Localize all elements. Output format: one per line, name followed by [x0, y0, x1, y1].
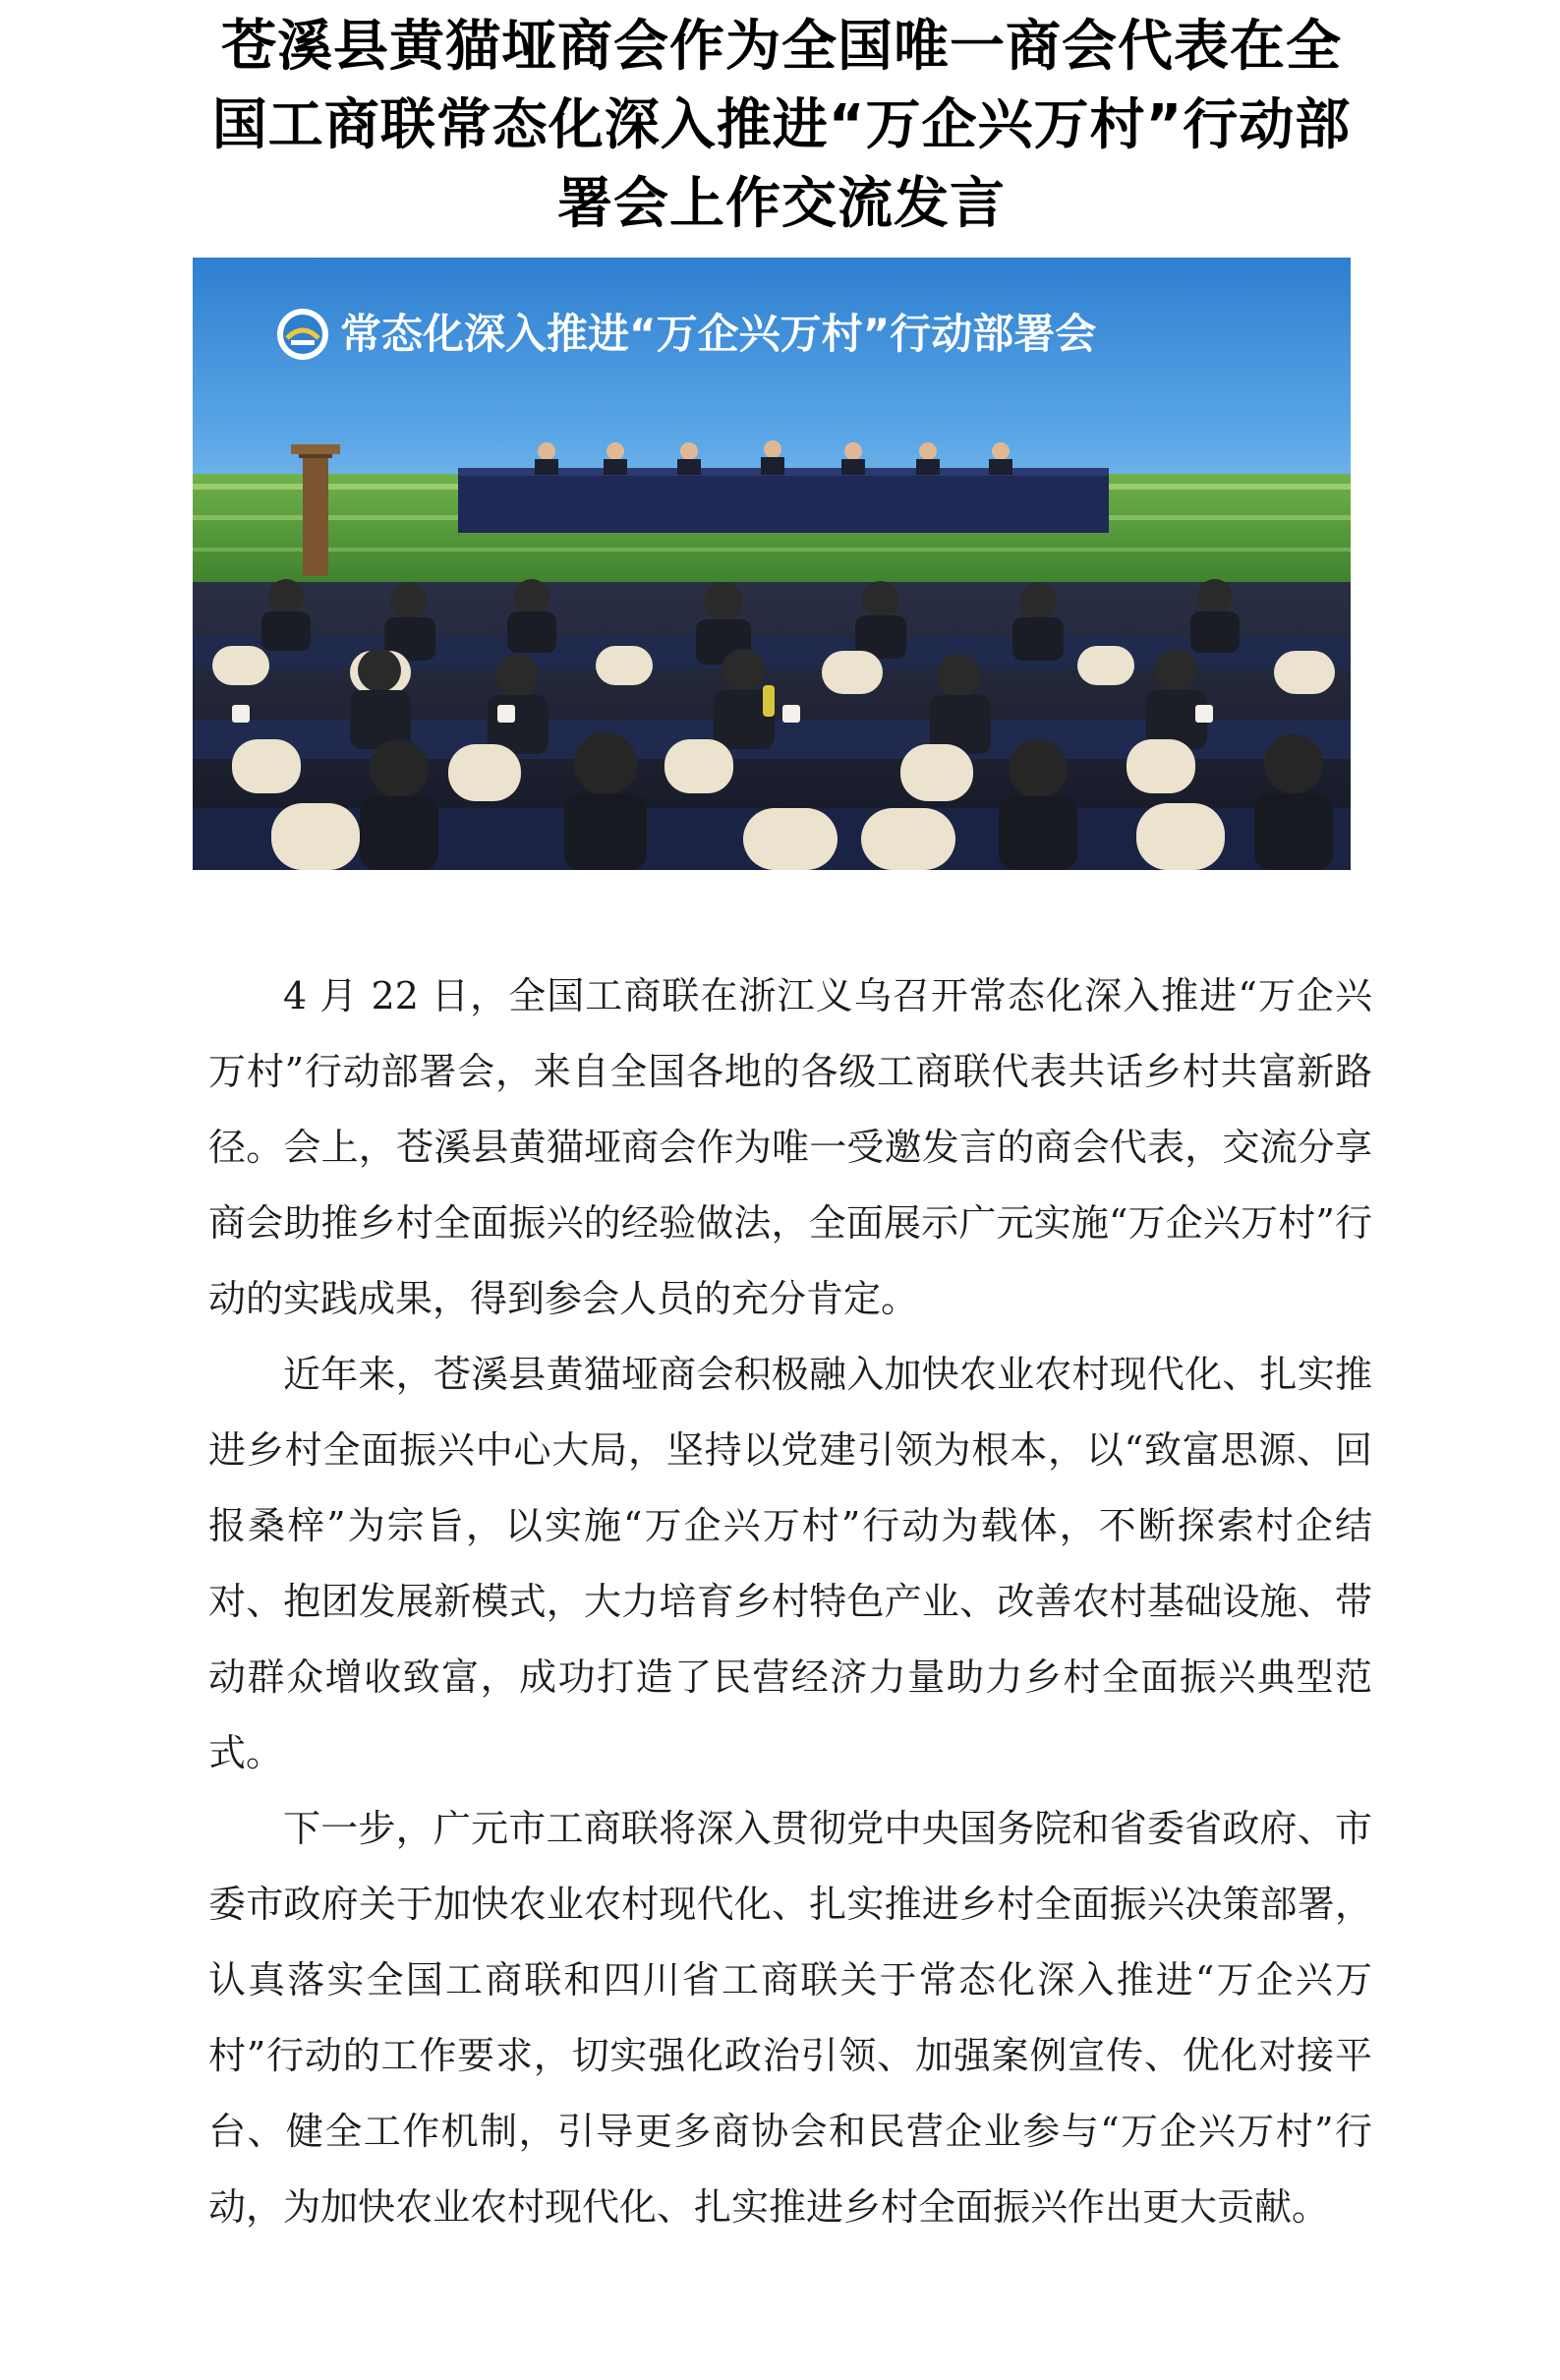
- article-paragraph-1: 4 月 22 日，全国工商联在浙江义乌召开常态化深入推进“万企兴万村”行动部署会，来自全国各地的各级工商联代表共话乡村共富新路径。会上，苍溪县黄猫垭商会作为唯一受邀发言的商会代表，交流分享商会助推乡村全面振兴的经验做法，全面展示广元实施“万企兴万村”行动的实践成果，得到参会人员的充分肯定。: [208, 974, 1372, 1320]
- article-title: 苍溪县黄猫垭商会作为全国唯一商会代表在全国工商联常态化深入推进“万企兴万村”行动部署会上作交流发言: [211, 15, 1352, 236]
- stage-table: [458, 474, 1109, 533]
- meeting-photo-illustration: [193, 258, 1351, 870]
- acfic-emblem-icon: [277, 309, 328, 360]
- meeting-photo: [193, 258, 1351, 870]
- article-body: [208, 958, 1372, 2245]
- article-paragraph-3: 下一步，广元市工商联将深入贯彻党中央国务院和省委省政府、市委市政府关于加快农业农村现代化、扎实推进乡村全面振兴决策部署，认真落实全国工商联和四川省工商联关于常态化深入推进“万企兴万村”行动的工作要求，切实强化政治引领、加强案例宣传、优化对接平台、健全工作机制，引导更多商协会和民营企业参与“万企兴万村”行动，为加快农业农村现代化、扎实推进乡村全面振兴作出更大贡献。: [208, 1807, 1372, 2229]
- article-paragraph-2: 近年来，苍溪县黄猫垭商会积极融入加快农业农村现代化、扎实推进乡村全面振兴中心大局，坚持以党建引领为根本，以“致富思源、回报桑梓”为宗旨，以实施“万企兴万村”行动为载体，不断探索村企结对、抱团发展新模式，大力培育乡村特色产业、改善农村基础设施、带动群众增收致富，成功打造了民营经济力量助力乡村全面振兴典型范式。: [208, 1353, 1372, 1774]
- water-bottle: [763, 685, 775, 717]
- banner-text: 常态化深入推进“万企兴万村”行动部署会: [340, 310, 1097, 358]
